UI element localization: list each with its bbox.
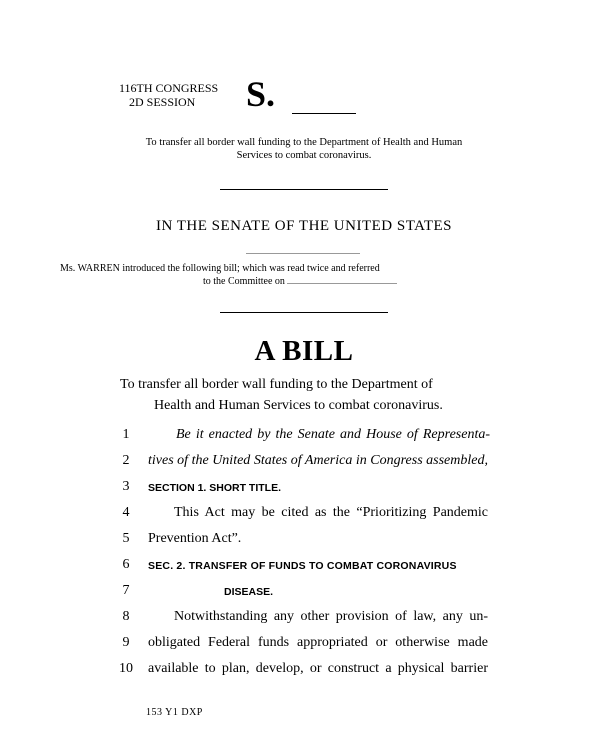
bill-line xyxy=(0,609,608,629)
line-number: 6 xyxy=(122,557,130,572)
section-heading: SEC. 2. TRANSFER OF FUNDS TO COMBAT CORONAVIRUS xyxy=(148,560,457,572)
congress-session-header xyxy=(119,81,218,109)
short-title xyxy=(100,136,508,162)
short-title-line-1: To transfer all border wall funding to the Department of Health and Human xyxy=(145,137,463,148)
line-number: 2 xyxy=(122,453,130,468)
line-text: Prevention Act”. xyxy=(148,531,242,546)
bill-line xyxy=(0,557,608,577)
line-text: This Act may be cited as the “Prioritizing Pandemic xyxy=(174,505,488,520)
line-number: 8 xyxy=(122,609,130,624)
bill-line xyxy=(0,479,608,499)
introduction-line-2: to the Committee on xyxy=(203,276,285,287)
line-number: 1 xyxy=(122,427,130,442)
line-number: 5 xyxy=(122,531,130,546)
footer-code: 153 Y1 DXP xyxy=(146,707,203,718)
bill-line xyxy=(0,453,608,473)
divider-thin-rule xyxy=(246,253,360,254)
line-text: obligated Federal funds appropriated or otherwise made xyxy=(148,635,488,650)
congress-label: 116TH CONGRESS xyxy=(119,81,219,95)
line-number: 3 xyxy=(122,479,130,494)
chamber-heading: IN THE SENATE OF THE UNITED STATES xyxy=(155,218,453,234)
short-title-line-2: Services to combat coronavirus. xyxy=(236,150,372,161)
divider-rule xyxy=(220,189,388,190)
session-label: 2D SESSION xyxy=(129,95,196,109)
bill-purpose xyxy=(120,374,490,416)
bill-line xyxy=(0,583,608,603)
line-text: Be it enacted by the Senate and House of Representa- xyxy=(176,427,490,442)
bill-title: A BILL xyxy=(254,335,354,367)
bill-line xyxy=(0,427,608,447)
introduction-line-1: Ms. WARREN introduced the following bill; which was read twice and referred xyxy=(60,263,380,274)
bill-line xyxy=(0,531,608,551)
bill-line xyxy=(0,635,608,655)
bill-line xyxy=(0,661,608,681)
introduction-statement xyxy=(60,262,550,288)
divider-rule-2 xyxy=(220,312,388,313)
purpose-line-1: To transfer all border wall funding to the Department of xyxy=(120,377,433,392)
purpose-line-2: Health and Human Services to combat coronavirus. xyxy=(154,398,443,413)
line-number: 10 xyxy=(119,661,133,676)
bill-number-blank xyxy=(292,113,356,114)
bill-prefix: S. xyxy=(246,74,276,114)
line-text: Notwithstanding any other provision of law, any un- xyxy=(174,609,488,624)
section-heading: DISEASE. xyxy=(224,586,274,598)
section-heading: SECTION 1. SHORT TITLE. xyxy=(148,482,282,494)
line-number: 4 xyxy=(122,505,130,520)
line-number: 9 xyxy=(122,635,130,650)
line-text: available to plan, develop, or construct a physical barrier xyxy=(148,661,488,676)
committee-blank xyxy=(287,275,397,284)
bill-line xyxy=(0,505,608,525)
line-text: tives of the United States of America in Congress assembled, xyxy=(148,453,488,468)
line-number: 7 xyxy=(122,583,130,598)
